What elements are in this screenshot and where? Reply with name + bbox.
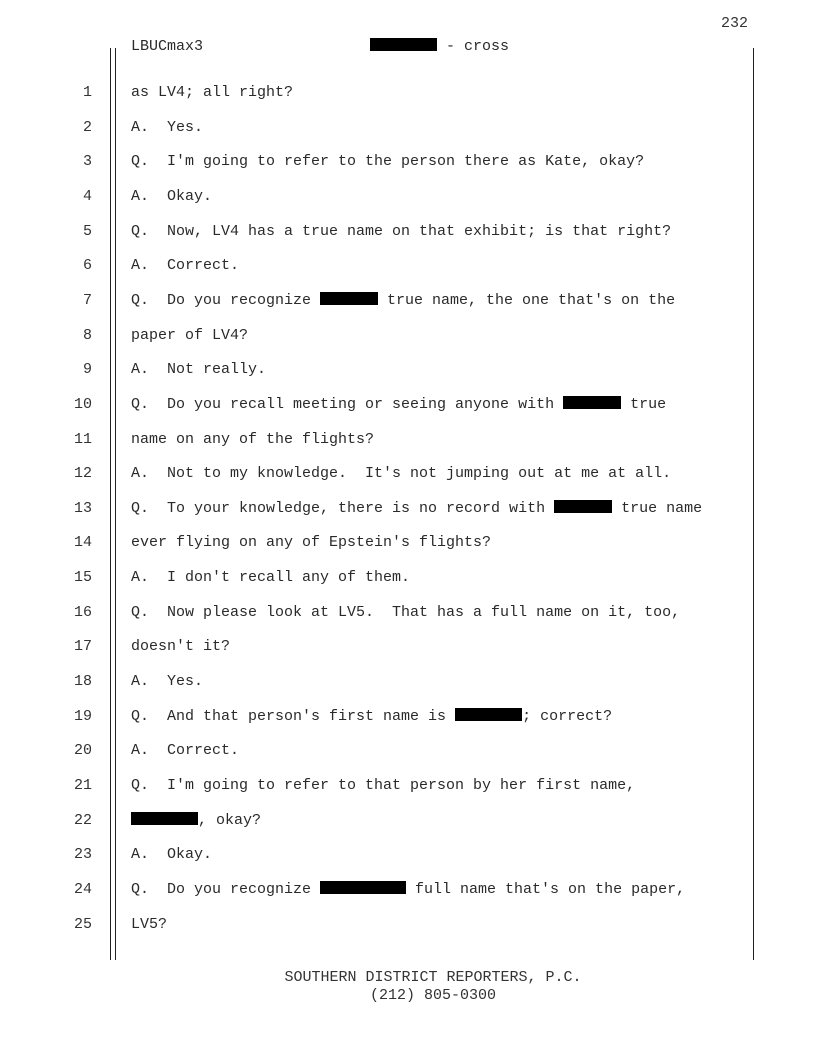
line-number: 8: [82, 326, 92, 344]
text-segment: , okay?: [198, 811, 262, 829]
line-text: [131, 396, 666, 413]
line-text: [131, 708, 612, 725]
text-segment: true: [621, 395, 667, 413]
text-segment: Q. Now, LV4 has a true name on that exhibit; is that right?: [131, 222, 672, 240]
line-text: [131, 153, 644, 170]
line-number: 7: [82, 291, 92, 309]
line-number: 6: [82, 257, 92, 275]
transcript-line: [0, 223, 816, 245]
line-text: [131, 119, 203, 136]
line-text: [131, 777, 635, 794]
text-segment: Q. I'm going to refer to that person by her first name,: [131, 777, 636, 794]
section-title: - cross: [437, 38, 510, 55]
reporter-name: SOUTHERN DISTRICT REPORTERS, P.C.: [284, 969, 582, 986]
transcript-line: [0, 881, 816, 903]
line-number: 18: [73, 673, 92, 691]
line-number: 17: [73, 638, 92, 656]
line-text: [131, 327, 248, 344]
case-id: LBUCmax3: [131, 38, 204, 55]
line-text: [131, 465, 671, 482]
redaction-box: [320, 292, 378, 305]
line-number: 24: [73, 880, 92, 898]
text-segment: Q. Do you recognize: [131, 880, 321, 898]
line-text: [131, 257, 239, 274]
text-segment: A. Okay.: [131, 846, 213, 864]
text-segment: paper of LV4?: [131, 326, 249, 344]
line-number: 13: [73, 499, 92, 517]
line-text: [131, 223, 671, 240]
transcript-line: [0, 431, 816, 453]
line-text: [131, 534, 491, 551]
line-number: 14: [73, 534, 92, 552]
line-text: [131, 604, 680, 621]
redaction-box: [370, 38, 437, 51]
transcript-line: [0, 742, 816, 764]
line-number: 3: [82, 153, 92, 171]
section-label: [370, 38, 509, 55]
line-text: [131, 673, 203, 690]
line-number: 23: [73, 846, 92, 864]
page-number: 232: [720, 15, 748, 32]
text-segment: A. Yes.: [131, 673, 204, 691]
text-segment: A. Correct.: [131, 742, 240, 760]
line-text: [131, 500, 702, 517]
line-number: 9: [82, 361, 92, 379]
text-segment: Q. Do you recognize: [131, 291, 321, 309]
transcript-line: [0, 569, 816, 591]
line-text: [131, 84, 293, 101]
line-text: [131, 292, 675, 309]
redaction-box: [320, 881, 406, 894]
text-segment: true name: [612, 499, 703, 517]
text-segment: ; correct?: [522, 707, 613, 725]
text-segment: Q. Now please look at LV5. That has a full name on it, too,: [131, 603, 681, 621]
redaction-box: [131, 812, 198, 825]
line-text: [131, 742, 239, 759]
transcript-line: [0, 534, 816, 556]
text-segment: A. Not to my knowledge. It's not jumping out at me at all.: [131, 465, 672, 483]
redaction-box: [554, 500, 612, 513]
transcript-line: [0, 638, 816, 660]
transcript-line: [0, 708, 816, 730]
line-number: 11: [73, 430, 92, 448]
text-segment: A. Not really.: [131, 361, 267, 379]
text-segment: A. I don't recall any of them.: [131, 569, 411, 587]
text-segment: ever flying on any of Epstein's flights?: [131, 534, 492, 552]
redaction-box: [455, 708, 522, 721]
line-text: [131, 812, 261, 829]
line-text: [131, 846, 212, 863]
transcript-line: [0, 361, 816, 383]
text-segment: as LV4; all right?: [131, 84, 294, 101]
text-segment: full name that's on the paper,: [406, 880, 686, 898]
transcript-line: [0, 812, 816, 834]
transcript-line: [0, 257, 816, 279]
transcript-line: [0, 604, 816, 626]
transcript-line: [0, 292, 816, 314]
line-number: 21: [73, 777, 92, 794]
line-number: 2: [82, 118, 92, 136]
line-text: [131, 569, 410, 586]
text-segment: true name, the one that's on the: [378, 291, 676, 309]
text-segment: Q. To your knowledge, there is no record with: [131, 499, 555, 517]
line-text: [131, 638, 230, 655]
line-number: 10: [73, 395, 92, 413]
line-number: 16: [73, 603, 92, 621]
line-number: 19: [73, 707, 92, 725]
line-text: [131, 916, 167, 933]
text-segment: Q. Do you recall meeting or seeing anyone with: [131, 395, 564, 413]
transcript-line: [0, 846, 816, 868]
transcript-line: [0, 188, 816, 210]
transcript-line: [0, 119, 816, 141]
line-number: 15: [73, 569, 92, 587]
text-segment: A. Correct.: [131, 257, 240, 275]
redaction-box: [563, 396, 621, 409]
line-number: 5: [82, 222, 92, 240]
text-segment: name on any of the flights?: [131, 430, 375, 448]
transcript-line: [0, 916, 816, 938]
transcript-line: [0, 500, 816, 522]
line-text: [131, 431, 374, 448]
footer: [0, 969, 816, 1005]
text-segment: A. Okay.: [131, 187, 213, 205]
transcript-header: [0, 38, 816, 58]
line-number: 4: [82, 187, 92, 205]
text-segment: doesn't it?: [131, 638, 231, 656]
line-number: 22: [73, 811, 92, 829]
text-segment: A. Yes.: [131, 118, 204, 136]
transcript-line: [0, 396, 816, 418]
line-number: 25: [73, 915, 92, 933]
transcript-line: [0, 153, 816, 175]
line-text: [131, 188, 212, 205]
transcript-line: [0, 777, 816, 799]
transcript-line: [0, 327, 816, 349]
line-number: 1: [82, 84, 92, 101]
line-text: [131, 881, 685, 898]
reporter-phone: (212) 805-0300: [369, 987, 497, 1004]
transcript-line: [0, 673, 816, 695]
line-number: 20: [73, 742, 92, 760]
transcript-line: [0, 465, 816, 487]
transcript-line: [0, 84, 816, 106]
text-segment: Q. And that person's first name is: [131, 707, 456, 725]
text-segment: LV5?: [131, 915, 168, 933]
line-text: [131, 361, 266, 378]
text-segment: Q. I'm going to refer to the person there as Kate, okay?: [131, 153, 645, 171]
line-number: 12: [73, 465, 92, 483]
